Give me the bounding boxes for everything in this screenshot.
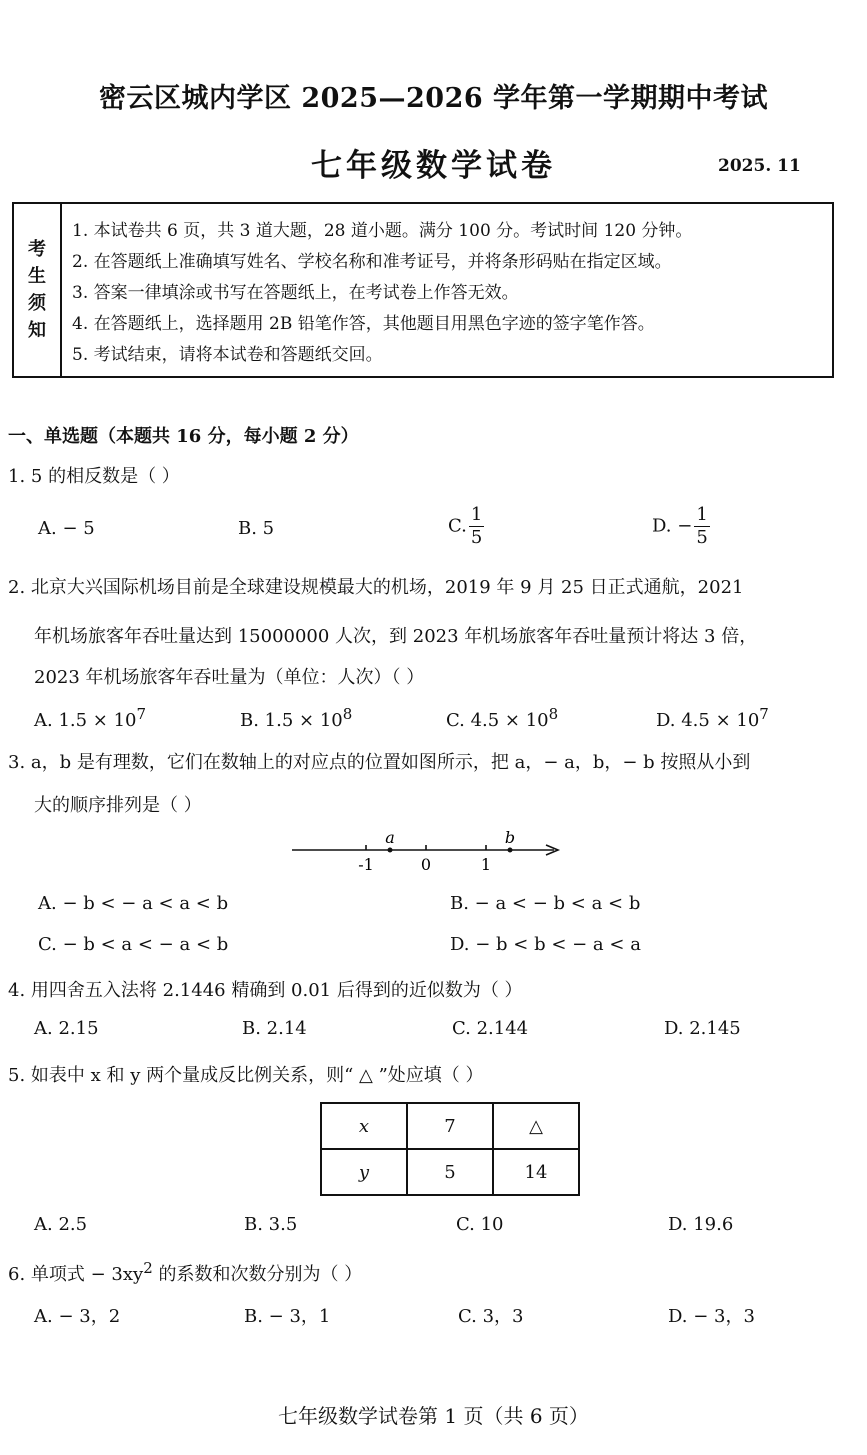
axis-tick-label: 1 — [480, 855, 492, 874]
question-6-exponent: 2 — [143, 1259, 153, 1277]
question-6-suffix: 的系数和次数分别为（ ） — [152, 1264, 363, 1285]
notice-label-char: 须 — [28, 293, 46, 314]
notice-label-char: 考 — [28, 239, 46, 260]
number-line — [286, 826, 572, 876]
table-cell: 7 — [407, 1103, 493, 1149]
point-b-dot — [508, 848, 513, 853]
fraction-numerator: 1 — [470, 504, 483, 525]
exam-title: 密云区城内学区 2025—2026 学年第一学期期中考试 — [98, 83, 769, 114]
table-cell: △ — [493, 1103, 579, 1149]
notice-item: 4. 在答题纸上，选择题用 2B 铅笔作答，其他题目用黑色字迹的签字笔作答。 — [72, 314, 655, 334]
question-1-option-c — [448, 506, 484, 547]
question-6-option-c: C. 3，3 — [458, 1306, 524, 1327]
xy-table — [320, 1102, 580, 1196]
question-1-option-d — [652, 506, 710, 547]
paper-title: 七年级数学试卷 — [311, 148, 556, 184]
question-6-option-a: A. − 3，2 — [34, 1306, 121, 1327]
question-4-stem: 4. 用四舍五入法将 2.1446 精确到 0.01 后得到的近似数为（ ） — [8, 980, 523, 1001]
question-5-stem: 5. 如表中 x 和 y 两个量成反比例关系，则“ △ ”处应填（ ） — [8, 1065, 484, 1086]
question-2-line-2: 年机场旅客年吞吐量达到 15000000 人次，到 2023 年机场旅客年吞吐量预计将达 3 倍， — [34, 626, 758, 647]
table-row — [321, 1149, 579, 1195]
notice-label-char: 知 — [28, 320, 46, 341]
question-6-option-d: D. − 3，3 — [668, 1306, 755, 1327]
table-cell: y — [321, 1149, 407, 1195]
notice-label-char: 生 — [28, 266, 46, 287]
fraction — [469, 506, 484, 547]
point-b-label: b — [504, 828, 516, 847]
question-3-line-2: 大的顺序排列是（ ） — [34, 795, 202, 816]
question-2-line-1: 2. 北京大兴国际机场目前是全球建设规模最大的机场，2019 年 9 月 25 日正式通航，2021 — [8, 577, 744, 598]
question-2-option-d — [656, 705, 769, 731]
question-1-option-a: A. − 5 — [38, 518, 95, 539]
question-6-prefix: 6. 单项式 − 3xy — [8, 1264, 144, 1285]
axis-tick-label: 0 — [420, 855, 432, 874]
question-2-option-c — [446, 705, 558, 731]
question-4-option-d: D. 2.145 — [664, 1018, 741, 1039]
question-5-option-b: B. 3.5 — [244, 1214, 298, 1235]
option-base: A. 1.5 × 10 — [34, 710, 137, 731]
notice-item: 5. 考试结束，请将本试卷和答题纸交回。 — [72, 345, 383, 365]
option-base: C. 4.5 × 10 — [446, 710, 549, 731]
option-prefix: C. — [448, 515, 467, 537]
notice-label — [14, 204, 62, 376]
question-1-stem: 1. 5 的相反数是（ ） — [8, 466, 180, 487]
question-3-option-b: B. − a < − b < a < b — [450, 893, 641, 914]
table-cell: x — [321, 1103, 407, 1149]
fraction-numerator: 1 — [696, 504, 708, 525]
question-6-stem — [8, 1259, 362, 1286]
question-5-option-c: C. 10 — [456, 1214, 504, 1235]
notice-item: 1. 本试卷共 6 页，共 3 道大题，28 道小题。满分 100 分。考试时间 120 分钟。 — [72, 221, 693, 241]
table-row — [321, 1103, 579, 1149]
table-cell: 14 — [493, 1149, 579, 1195]
question-4-option-a: A. 2.15 — [34, 1018, 99, 1039]
option-base: B. 1.5 × 10 — [240, 710, 343, 731]
fraction — [694, 506, 709, 547]
question-3-option-d: D. − b < b < − a < a — [450, 934, 641, 955]
point-a-label: a — [385, 828, 395, 847]
question-6-option-b: B. − 3，1 — [244, 1306, 331, 1327]
question-3-option-c: C. − b < a < − a < b — [38, 934, 229, 955]
option-exponent: 8 — [342, 705, 353, 723]
question-4-option-b: B. 2.14 — [242, 1018, 307, 1039]
option-exponent: 8 — [548, 705, 559, 723]
question-3-line-1: 3. a，b 是有理数，它们在数轴上的对应点的位置如图所示，把 a，− a，b，− b 按照从小到 — [8, 752, 751, 773]
notice-box — [12, 202, 834, 378]
question-2-option-a — [34, 705, 146, 731]
question-5-option-a: A. 2.5 — [34, 1214, 88, 1235]
notice-items — [62, 204, 832, 376]
fraction-denominator: 5 — [696, 527, 708, 548]
axis-tick-label: -1 — [358, 855, 374, 874]
question-1-option-b: B. 5 — [238, 518, 275, 539]
option-prefix: D. − — [652, 515, 693, 537]
option-base: D. 4.5 × 10 — [656, 710, 760, 731]
table-cell: 5 — [407, 1149, 493, 1195]
option-exponent: 7 — [136, 705, 147, 723]
exam-date: 2025. 11 — [718, 156, 801, 176]
option-exponent: 7 — [759, 705, 769, 723]
page-footer: 七年级数学试卷第 1 页（共 6 页） — [278, 1404, 589, 1428]
notice-item: 3. 答案一律填涂或书写在答题纸上，在考试卷上作答无效。 — [72, 283, 519, 303]
notice-item: 2. 在答题纸上准确填写姓名、学校名称和准考证号，并将条形码贴在指定区域。 — [72, 252, 672, 272]
question-5-option-d: D. 19.6 — [668, 1214, 734, 1235]
point-a-dot — [388, 848, 393, 853]
question-2-option-b — [240, 705, 352, 731]
section-title: 一、单选题（本题共 16 分，每小题 2 分） — [8, 426, 359, 447]
fraction-denominator: 5 — [470, 527, 483, 548]
question-4-option-c: C. 2.144 — [452, 1018, 529, 1039]
question-2-line-3: 2023 年机场旅客年吞吐量为（单位：人次）（ ） — [34, 667, 425, 688]
question-3-option-a: A. − b < − a < a < b — [38, 893, 229, 914]
